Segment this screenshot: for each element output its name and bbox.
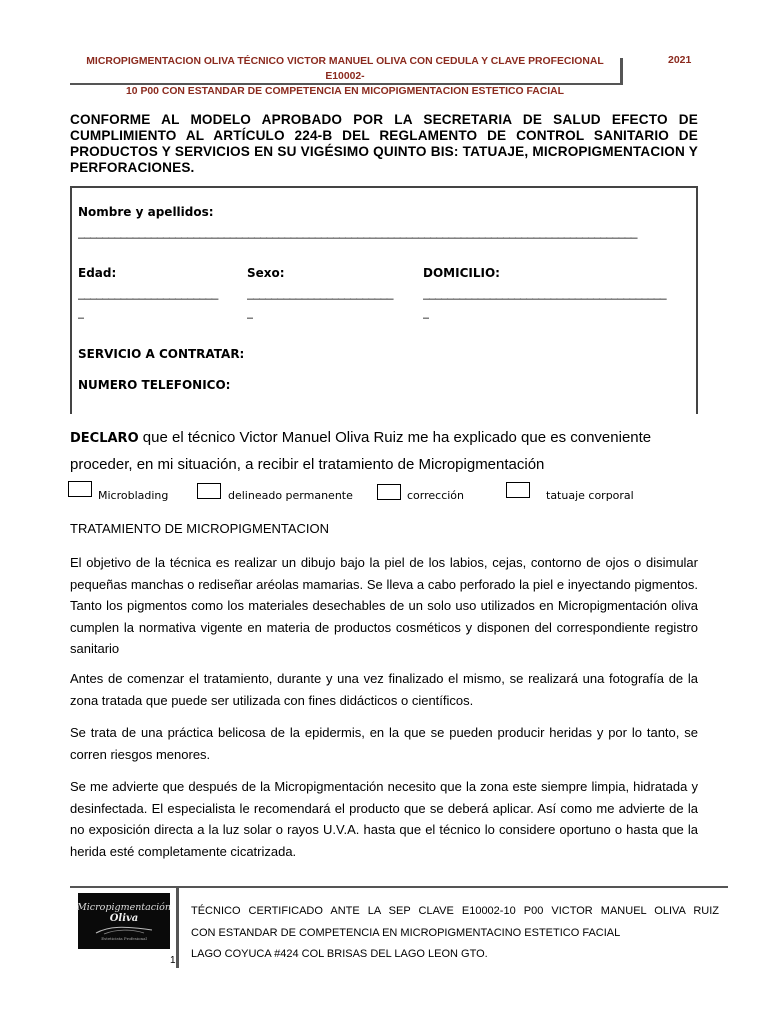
- sex-field-continuation: _: [247, 305, 254, 319]
- footer-divider-vertical: [176, 888, 179, 968]
- paragraph-aftercare: Se me advierte que después de la Micropigmentación necesito que la zona este siempre limpia, hidratada y desinfectada. El especialista le recomendará el producto que se deberá aplicar. Así como me advierte de la no exposición directa a la luz solar o rayos U.V.A. hasta que el técnico lo considere oportuno o hasta que la herida esté completamente cicatrizada.: [70, 779, 698, 859]
- option-label-correccion: corrección: [407, 489, 465, 502]
- checkbox-tatuaje[interactable]: [506, 482, 530, 498]
- footer-line-1: TÉCNICO CERTIFICADO ANTE LA SEP CLAVE E10002-10 P00 VICTOR MANUEL OLIVA RUIZ: [191, 905, 719, 917]
- address-field-continuation: _: [423, 305, 430, 319]
- logo-swoosh-icon: [94, 924, 154, 936]
- address-field[interactable]: ________________________________________: [423, 286, 666, 300]
- footer-text: [191, 901, 719, 966]
- name-field[interactable]: ____________________________________________________________________________________________: [78, 225, 637, 239]
- section-title: TRATAMIENTO DE MICROPIGMENTACION: [70, 521, 330, 536]
- option-label-tatuaje: tatuaje corporal: [546, 489, 634, 502]
- sex-field[interactable]: ________________________: [247, 286, 393, 300]
- logo-line-1: Micropigmentación: [77, 901, 171, 913]
- header-line-1: MICROPIGMENTACION OLIVA TÉCNICO VICTOR MANUEL OLIVA CON CEDULA Y CLAVE PROFECIONAL E10002-: [86, 56, 604, 82]
- logo-line-3: Esteticista Profesional: [101, 935, 147, 941]
- declaration: [70, 425, 710, 478]
- header-divider-horizontal: [70, 83, 623, 85]
- age-field[interactable]: _______________________: [78, 286, 218, 300]
- checkbox-correccion[interactable]: [377, 484, 401, 500]
- option-label-delineado: delineado permanente: [228, 489, 353, 502]
- brand-logo: [78, 893, 170, 949]
- checkbox-delineado[interactable]: [197, 483, 221, 499]
- age-field-continuation: _: [78, 305, 85, 319]
- document-title: CONFORME AL MODELO APROBADO POR LA SECRETARIA DE SALUD EFECTO DE CUMPLIMIENTO AL ARTÍCULO 224-B DEL REGLAMENTO DE CONTROL SANITARIO DE PRODUCTOS Y SERVICIOS EN SU VIGÉSIMO QUINTO BIS: TATUAJE, MICROPIGMENTACION Y PERFORACIONES.: [70, 112, 698, 175]
- option-label-microblading: Microblading: [98, 489, 169, 502]
- paragraph-photo: Antes de comenzar el tratamiento, durante y una vez finalizado el mismo, se realizará una fotografía de la zona tratada que puede ser utilizada con fines didácticos o científicos.: [70, 671, 698, 708]
- sex-label: Sexo:: [247, 266, 285, 280]
- declaration-line-2: proceder, en mi situación, a recibir el tratamiento de Micropigmentación: [70, 456, 545, 473]
- declaro-keyword: DECLARO: [70, 431, 139, 446]
- header-line-2: 10 P00 CON ESTANDAR DE COMPETENCIA EN MICOPIGMENTACION ESTETICO FACIAL: [126, 86, 564, 97]
- address-label: DOMICILIO:: [423, 266, 500, 280]
- page-number: 1: [170, 955, 176, 966]
- page-header: [70, 54, 620, 99]
- logo-line-2: Oliva: [109, 912, 139, 924]
- checkbox-microblading[interactable]: [68, 481, 92, 497]
- service-label: SERVICIO A CONTRATAR:: [78, 347, 245, 361]
- paragraph-objective: El objetivo de la técnica es realizar un dibujo bajo la piel de los labios, cejas, contorno de ojos o disimular pequeñas manchas o rediseñar aréolas mamarias. Se lleva a cabo perforado la piel e inyectando pigmentos. Tanto los pigmentos como los materiales desechables de un solo uso utilizados en Micropigmentación oliva cumplen la normativa vigente en materia de productos cosméticos y disponen del correspondiente registro sanitario: [70, 555, 698, 656]
- paragraph-risks: Se trata de una práctica belicosa de la epidermis, en la que se pueden producir heridas y por lo tanto, se corren riesgos menores.: [70, 725, 698, 762]
- declaration-line-1: que el técnico Victor Manuel Oliva Ruiz me ha explicado que es conveniente: [138, 429, 652, 446]
- footer-line-2: CON ESTANDAR DE COMPETENCIA EN MICROPIGMENTACINO ESTETICO FACIAL: [191, 926, 621, 939]
- footer-line-3: LAGO COYUCA #424 COL BRISAS DEL LAGO LEON GTO.: [191, 948, 488, 960]
- header-year: 2021: [668, 54, 692, 66]
- name-label: Nombre y apellidos:: [78, 205, 214, 219]
- phone-label: NUMERO TELEFONICO:: [78, 378, 231, 392]
- age-label: Edad:: [78, 266, 117, 280]
- footer-divider-horizontal: [70, 886, 728, 888]
- header-divider-vertical: [620, 58, 623, 84]
